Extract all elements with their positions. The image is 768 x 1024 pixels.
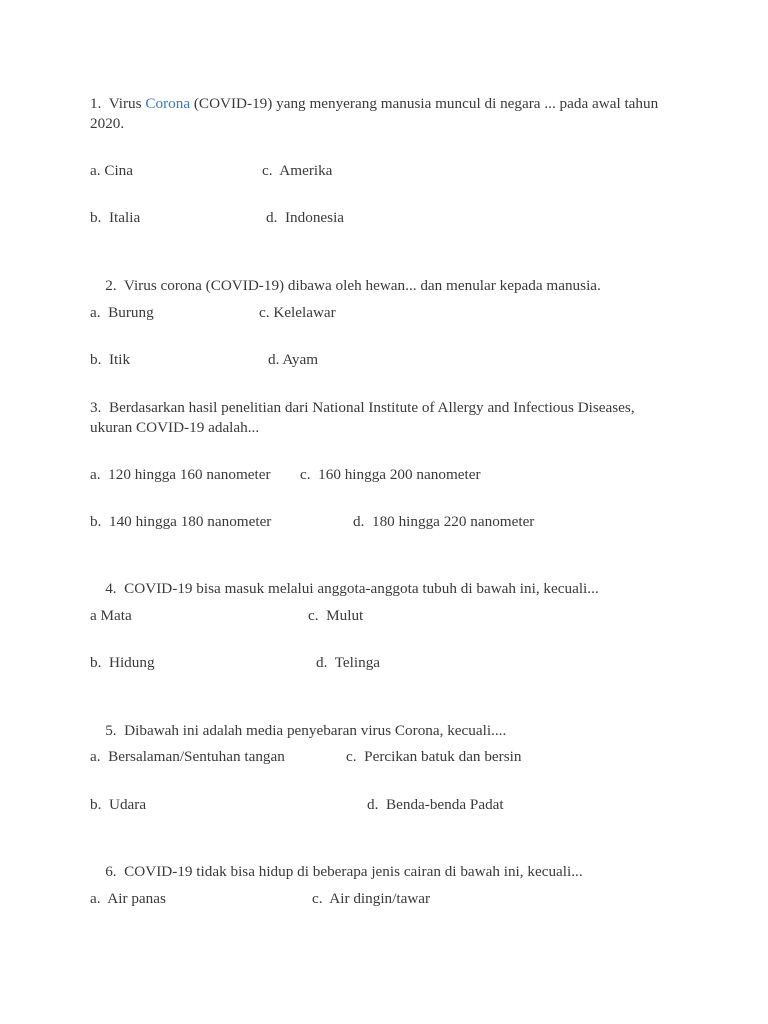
question-1-number: 1. — [90, 95, 102, 112]
question-6-number: 6. — [105, 863, 117, 880]
question-4-option-a: a Mata — [90, 607, 132, 624]
question-1-option-a: a. Cina — [90, 162, 134, 179]
question-4-option-b: b. Hidung — [90, 654, 155, 671]
question-5-option-b: b. Udara — [90, 796, 147, 813]
question-4-option-c: c. Mulut — [308, 607, 364, 624]
question-3-number: 3. — [90, 399, 102, 416]
question-5-option-d: d. Benda-benda Padat — [367, 796, 504, 813]
question-5-option-a: a. Bersalaman/Sentuhan tangan — [90, 748, 285, 765]
question-2-text: Virus corona (COVID-19) dibawa oleh hewan... dan menular kepada manusia. — [123, 277, 601, 294]
question-1-option-b: b. Italia — [90, 209, 141, 226]
question-1-text-post: (COVID-19) yang menyerang manusia muncul di negara ... pada awal tahun 2020. — [90, 95, 659, 132]
question-2-option-b: b. Itik — [90, 351, 131, 368]
question-3 — [90, 398, 670, 438]
question-6-text: COVID-19 tidak bisa hidup di beberapa jenis cairan di bawah ini, kecuali... — [124, 863, 583, 880]
question-4-text: COVID-19 bisa masuk melalui anggota-anggota tubuh di bawah ini, kecuali... — [124, 580, 599, 597]
question-3-option-b: b. 140 hingga 180 nanometer — [90, 513, 272, 530]
question-1-option-d: d. Indonesia — [266, 209, 345, 226]
question-1-option-c: c. Amerika — [262, 162, 333, 179]
question-2-option-a: a. Burung — [90, 304, 154, 321]
question-2 — [90, 256, 601, 316]
question-6-option-c: c. Air dingin/tawar — [312, 890, 431, 907]
question-4-option-d: d. Telinga — [316, 654, 381, 671]
question-5-number: 5. — [105, 722, 117, 739]
question-3-option-a: a. 120 hingga 160 nanometer — [90, 466, 271, 483]
question-3-option-d: d. 180 hingga 220 nanometer — [353, 513, 535, 530]
question-2-option-c: c. Kelelawar — [259, 304, 336, 321]
question-6-option-a: a. Air panas — [90, 890, 166, 907]
question-4-number: 4. — [105, 580, 117, 597]
question-3-option-c: c. 160 hingga 200 nanometer — [300, 466, 481, 483]
question-5-option-c: c. Percikan batuk dan bersin — [346, 748, 522, 765]
question-1 — [90, 94, 670, 134]
question-1-text-pre: Virus — [108, 95, 146, 112]
question-5-text: Dibawah ini adalah media penyebaran virus Corona, kecuali.... — [124, 722, 507, 739]
question-2-option-d: d. Ayam — [268, 351, 319, 368]
question-2-number: 2. — [105, 277, 117, 294]
question-3-text: Berdasarkan hasil penelitian dari National Institute of Allergy and Infectious Diseases, ukuran COVID-19 adalah... — [90, 399, 635, 436]
question-1-link-word: Corona — [145, 95, 191, 112]
